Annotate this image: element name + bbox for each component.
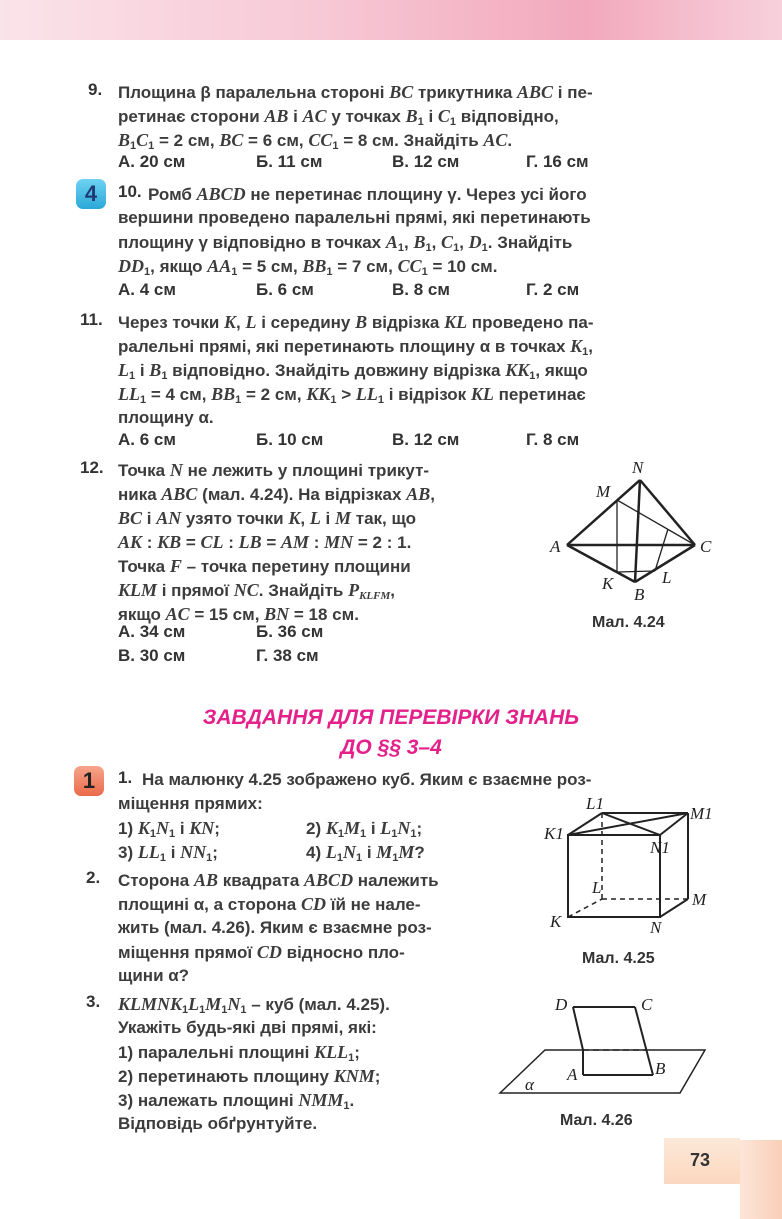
problem-11-line-2: ралельні прямі, які перетинають площину α в точках $K_1$, <box>118 336 593 358</box>
task-2-line-5: щини α? <box>118 966 190 985</box>
task-1-item-2: 2) $K_1M_1$ і $L_1N_1$; <box>306 818 423 840</box>
problem-9-line-1: Площина β паралельна стороні BC трикутника ABC і пе- <box>118 82 593 102</box>
task-2-line-2: площині α, а сторона CD їй не нале- <box>118 894 421 914</box>
problem-10-line-1: Ромб ABCD не перетинає площину γ. Через усі його <box>148 184 587 204</box>
task-3-line-6: Відповідь обґрунтуйте. <box>118 1114 318 1133</box>
side-decor-band <box>740 1140 782 1219</box>
problem-10-line-3: площину γ відповідно в точках $A_1$, $B_1$, $C_1$, $D_1$. Знайдіть <box>118 232 573 254</box>
problem-9-answer-a: А. 20 см <box>118 152 186 171</box>
task-3-line-2: Укажіть будь-які дві прямі, які: <box>118 1018 377 1037</box>
task-1-number: 1. <box>118 768 133 787</box>
problem-12-answer-d: Г. 38 см <box>256 646 319 665</box>
fig424-label-b: B <box>634 585 645 604</box>
problem-11-answer-d: Г. 8 см <box>526 430 580 449</box>
task-1-item-1: 1) $K_1N_1$ і KN; <box>118 818 220 840</box>
problem-9-number: 9. <box>88 80 103 99</box>
task-2-line-3: жить (мал. 4.26). Яким є взаємне роз- <box>118 918 432 937</box>
problem-9-answer-b: Б. 11 см <box>256 152 323 171</box>
section-title-line-2: ДО §§ 3–4 <box>340 736 442 759</box>
fig424-label-c: C <box>700 537 712 556</box>
task-1-item-4: 4) $L_1N_1$ і $M_1M$? <box>306 842 425 864</box>
fig426-label-c: C <box>641 995 653 1014</box>
figure-4-26-caption: Мал. 4.26 <box>560 1112 633 1129</box>
task-3-number: 3. <box>86 992 101 1011</box>
difficulty-badge-4: 4 <box>76 179 106 209</box>
problem-9-answer-c: В. 12 см <box>392 152 460 171</box>
problem-12-answer-a: А. 34 см <box>118 622 186 641</box>
problem-11-number: 11. <box>80 310 103 329</box>
task-1-line-1: На малюнку 4.25 зображено куб. Яким є взаємне роз- <box>142 770 592 789</box>
fig425-label-n: N <box>650 918 662 935</box>
difficulty-badge-1: 1 <box>74 766 104 796</box>
problem-10-number: 10. <box>118 182 142 201</box>
problem-12-line-7: якщо AC = 15 см, BN = 18 см. <box>118 604 359 624</box>
fig424-label-m: M <box>596 482 611 501</box>
problem-11-answer-c: В. 12 см <box>392 430 460 449</box>
figure-4-24-caption: Мал. 4.24 <box>592 614 665 631</box>
problem-12-line-3: BC і AN узято точки K, L і M так, що <box>118 508 416 528</box>
task-3-line-5: 3) належать площині $NMM_1$. <box>118 1090 355 1112</box>
problem-10-answer-d: Г. 2 см <box>526 280 580 299</box>
fig426-label-a: A <box>567 1065 578 1084</box>
problem-9-line-3: $B_1C_1 = 2$ см, BC = 6 см, $CC_1 = 8$ см. Знайдіть AC. <box>118 130 513 152</box>
task-2-line-1: Сторона AB квадрата ABCD належить <box>118 870 439 890</box>
problem-11-answer-a: А. 6 см <box>118 430 176 449</box>
fig426-label-b: B <box>655 1059 666 1078</box>
figure-4-24 <box>540 455 730 605</box>
fig426-label-d: D <box>555 995 568 1014</box>
problem-12-number: 12. <box>80 458 104 477</box>
task-3-line-1: $KLMNK_1L_1M_1N_1$ – куб (мал. 4.25). <box>118 994 390 1016</box>
fig425-label-k1: K1 <box>544 824 564 843</box>
fig424-label-a: A <box>550 537 561 556</box>
problem-10-line-2: вершини проведено паралельні прямі, які перетинають <box>118 208 591 227</box>
figure-4-25-caption: Мал. 4.25 <box>582 950 655 967</box>
fig425-label-k: K <box>550 912 562 931</box>
problem-9-line-2: ретинає сторони AB і AC у точках $B_1$ і $C_1$ відповідно, <box>118 106 559 128</box>
fig424-label-l: L <box>662 568 672 587</box>
section-title-line-1: ЗАВДАННЯ ДЛЯ ПЕРЕВІРКИ ЗНАНЬ <box>202 706 580 729</box>
problem-11-line-4: $LL_1 = 4$ см, $BB_1 = 2$ см, $KK_1 > LL_1$ і відрізок KL перетинає <box>118 384 586 406</box>
task-1-item-3: 3) $LL_1$ і $NN_1$; <box>118 842 218 864</box>
fig425-label-l1: L1 <box>586 795 604 813</box>
task-3-line-4: 2) перетинають площину KNM; <box>118 1066 381 1086</box>
fig425-label-m1: M1 <box>690 804 713 823</box>
problem-10-line-4: $DD_1$, якщо $AA_1 = 5$ см, $BB_1 = 7$ см, $CC_1 = 10$ см. <box>118 256 498 278</box>
fig426-label-alpha: α <box>525 1075 534 1094</box>
task-3-line-3: 1) паралельні площині $KLL_1$; <box>118 1042 360 1064</box>
page-number: 73 <box>690 1150 711 1170</box>
problem-11-answer-b: Б. 10 см <box>256 430 324 449</box>
fig424-label-k: K <box>602 574 614 593</box>
problem-12-answer-b: Б. 36 см <box>256 622 324 641</box>
problem-12-line-5: Точка F – точка перетину площини <box>118 556 411 576</box>
problem-12-line-6: KLM і прямої NC. Знайдіть $P_{KLFM}$, <box>118 580 396 602</box>
top-decor-band <box>0 0 782 40</box>
figure-4-26 <box>495 990 715 1105</box>
problem-11-line-5: площину α. <box>118 408 214 427</box>
problem-12-line-2: ника ABC (мал. 4.24). На відрізках AB, <box>118 484 435 504</box>
problem-9-answer-d: Г. 16 см <box>526 152 589 171</box>
task-2-line-4: міщення прямої CD відносно пло- <box>118 942 405 962</box>
task-2-number: 2. <box>86 868 101 887</box>
fig425-label-l: L <box>592 878 602 897</box>
problem-11-line-3: $L_1$ і $B_1$ відповідно. Знайдіть довжину відрізка $KK_1$, якщо <box>118 360 588 382</box>
problem-12-answer-c: В. 30 см <box>118 646 186 665</box>
figure-4-25 <box>540 795 720 935</box>
problem-10-answer-b: Б. 6 см <box>256 280 314 299</box>
problem-12-line-1: Точка N не лежить у площині трикут- <box>118 460 430 480</box>
fig425-label-m: M <box>692 890 707 909</box>
problem-10-answer-a: А. 4 см <box>118 280 176 299</box>
fig424-label-n: N <box>632 458 644 477</box>
fig425-label-n1: N1 <box>650 838 670 857</box>
problem-12-line-4: AK : KB = CL : LB = AM : MN = 2 : 1. <box>118 532 412 552</box>
problem-11-line-1: Через точки K, L і середину B відрізка KL проведено па- <box>118 312 594 332</box>
problem-10-answer-c: В. 8 см <box>392 280 450 299</box>
task-1-line-2: міщення прямих: <box>118 794 263 813</box>
